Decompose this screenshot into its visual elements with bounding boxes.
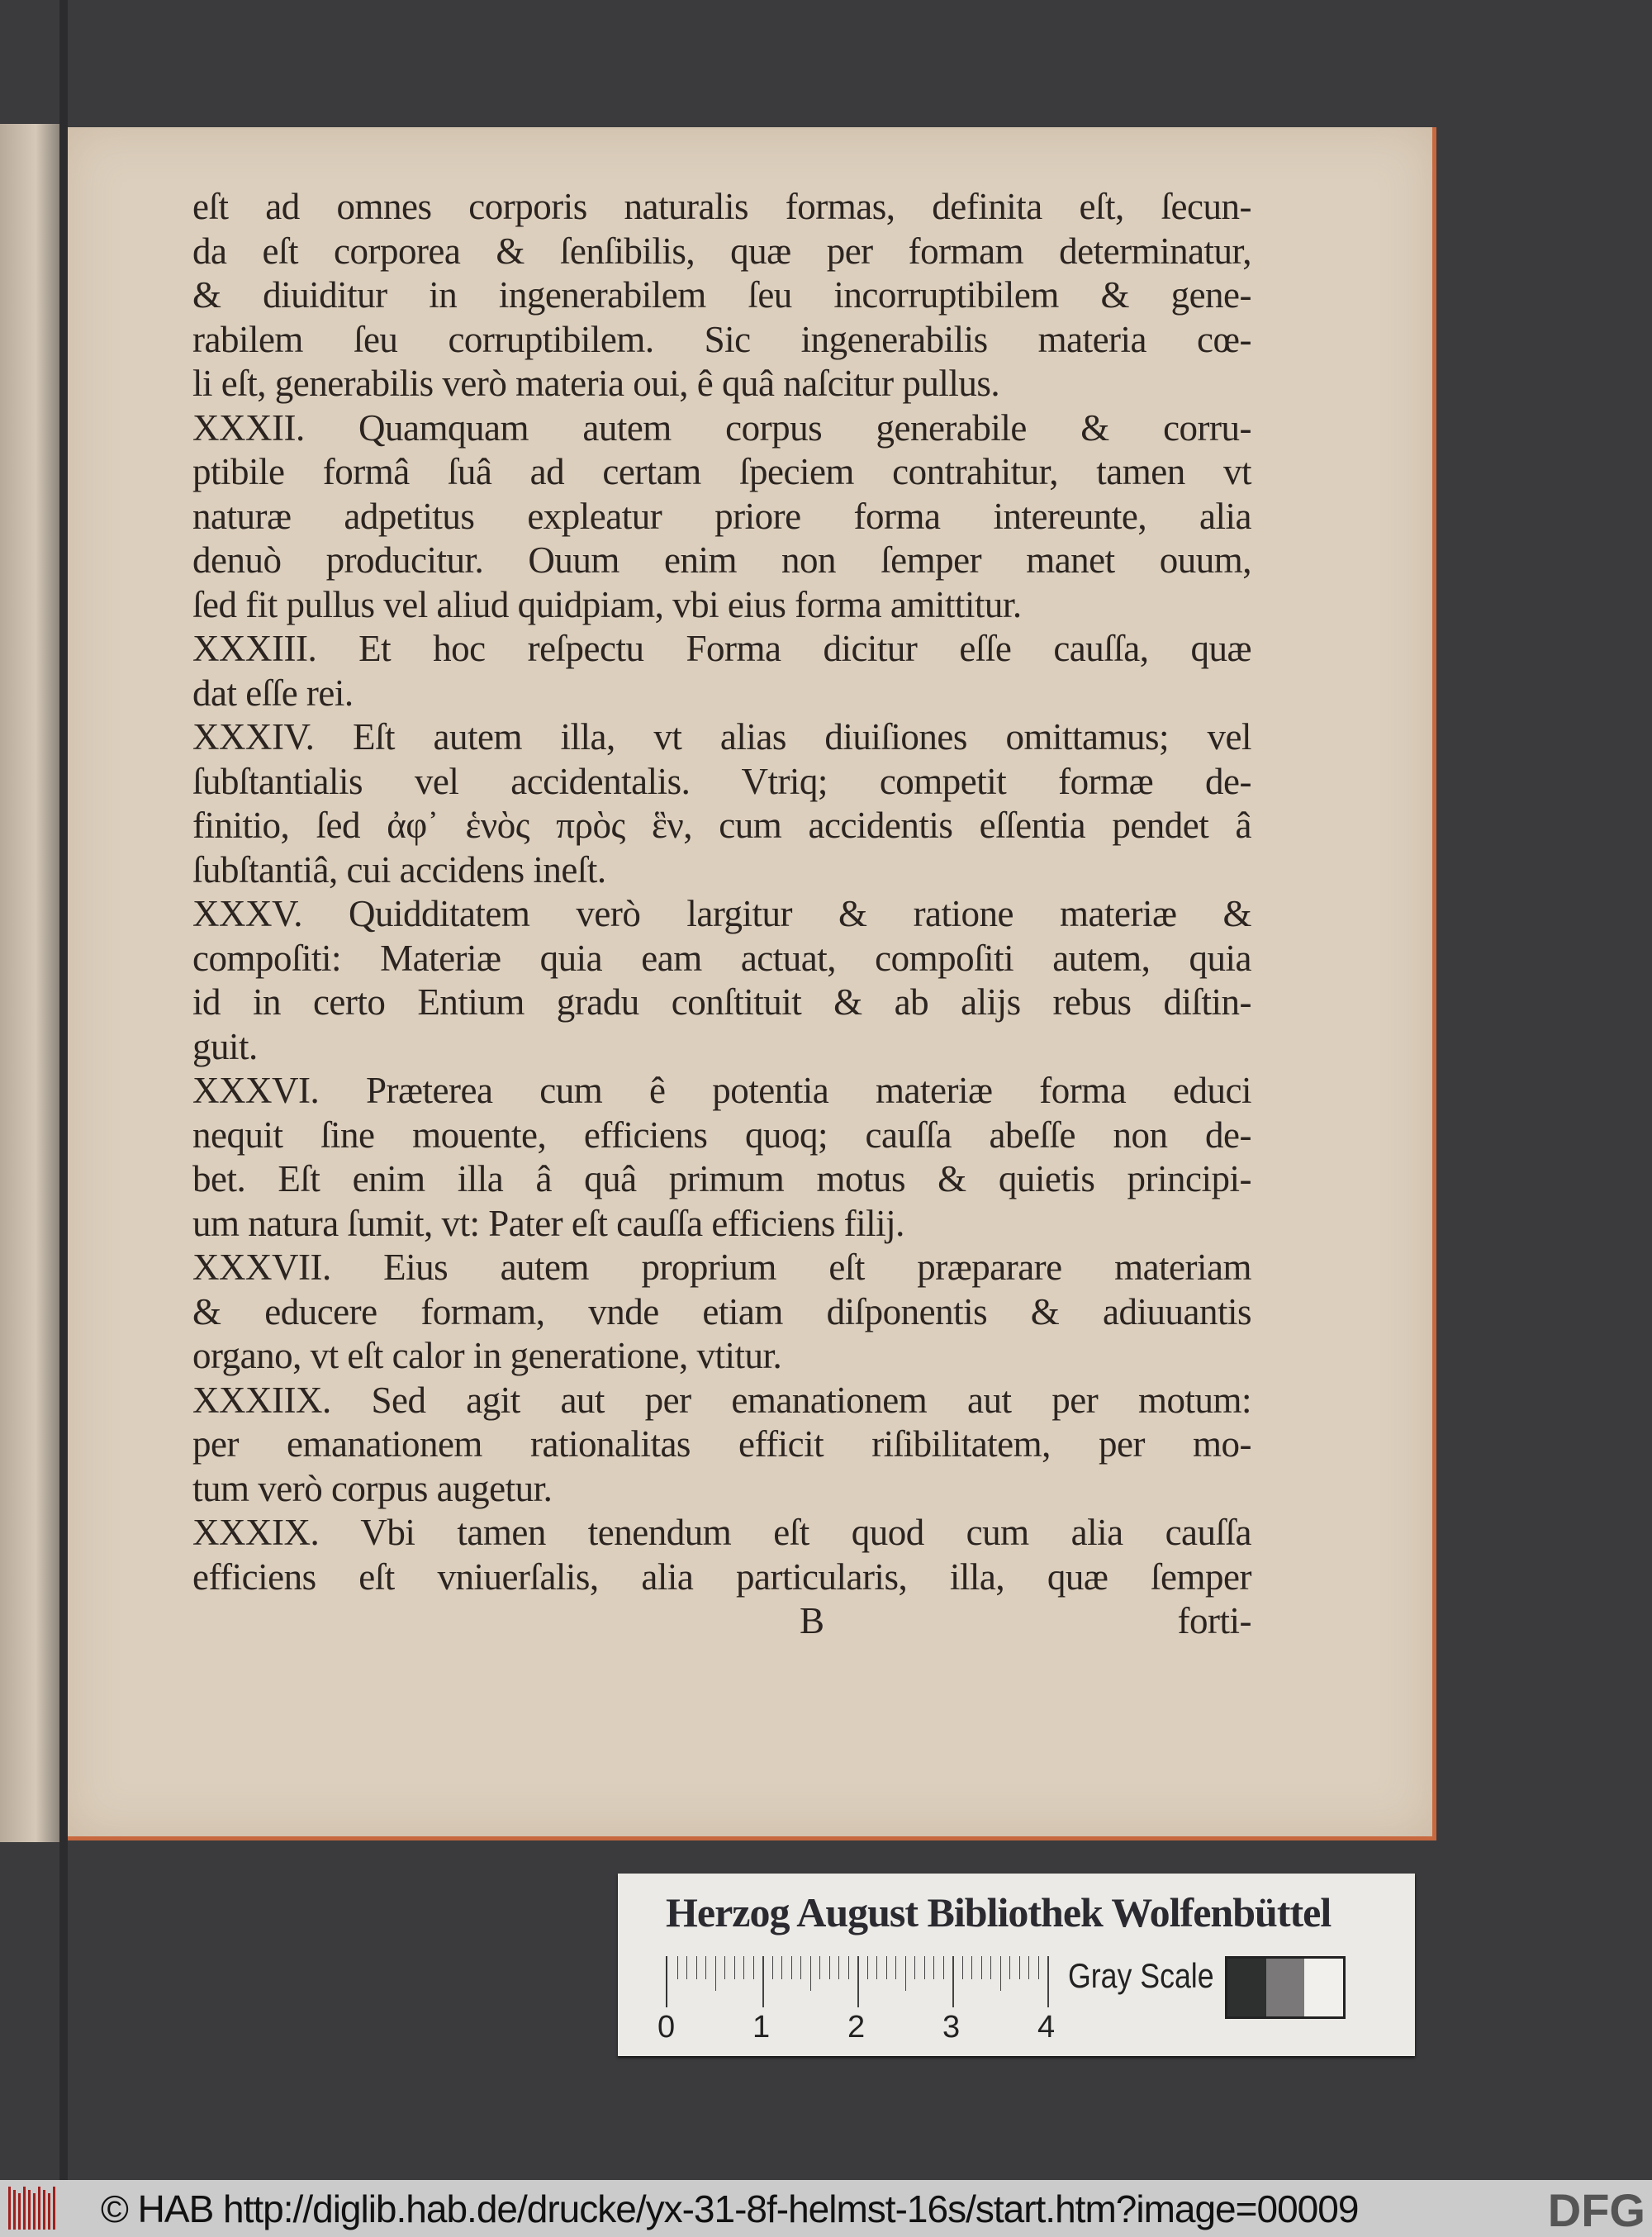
ruler-tick [705,1956,706,1979]
ruler-tick [952,1956,954,2007]
ruler-tick [743,1956,744,1979]
text-line: guit. [192,1025,258,1067]
text-line: da eſt corporea & ſenſibilis, quæ per formam determinatur, [192,230,1251,272]
book-page [68,127,1436,1840]
ruler-tick [943,1956,944,1979]
ruler-tick [905,1956,906,1991]
text-line: per emanationem rationalitas efficit riſibilitatem, per mo- [192,1423,1251,1465]
text-line: naturæ adpetitus expleatur priore forma intereunte, alia [192,495,1251,537]
ruler-tick [981,1956,982,1979]
ruler-tick [886,1956,887,1979]
text-line: & diuiditur in ingenerabilem ſeu incorruptibilem & gene- [192,274,1251,316]
ruler-tick [677,1956,678,1979]
ruler-tick [781,1956,782,1979]
ruler-tick [1028,1956,1029,1979]
catchword: forti- [1177,1600,1251,1641]
ruler-tick [1009,1956,1010,1979]
gutter-shadow [59,0,68,2181]
ruler-tick [857,1956,859,2007]
text-line: finitio, ſed ἀφ᾽ ἑνὸς πρὸς ἓν, cum accidentis eſſentia pendet â [192,805,1251,846]
ruler-tick [715,1956,716,1991]
ruler-tick [962,1956,963,1979]
left-page-edge [0,124,59,1842]
text-line: id in certo Entium gradu conſtituit & ab alijs rebus diſtin- [192,981,1251,1023]
ruler-number: 0 [657,2010,676,2045]
gray-swatch [1227,1959,1266,2016]
ruler-number: 4 [1037,2010,1056,2045]
ruler-number: 2 [847,2010,866,2045]
card-title: Herzog August Bibliothek Wolfenbüttel [666,1889,1332,1935]
text-line: XXXII. Quamquam autem corpus generabile & corru- [192,406,1251,449]
ruler-tick [1000,1956,1001,1991]
ruler-tick [838,1956,839,1979]
text-line: ſed fit pullus vel aliud quidpiam, vbi eius forma amittitur. [192,583,1022,625]
ruler-tick [734,1956,735,1979]
ruler-tick [876,1956,877,1979]
text-line: organo, vt eſt calor in generatione, vtitur. [192,1335,782,1376]
ruler-scale [666,1956,1047,2007]
text-line: bet. Eſt enim illa â quâ primum motus & quietis principi- [192,1158,1251,1199]
ruler-tick [829,1956,830,1979]
text-line: XXXVII. Eius autem proprium eſt præparare materiam [192,1247,1251,1288]
ruler-tick [924,1956,925,1979]
text-line: nequit ſine mouente, efficiens quoq; cauſſa abeſſe non de- [192,1114,1251,1156]
ruler-tick [724,1956,725,1979]
text-line: tum verò corpus augetur. [192,1467,553,1509]
ruler-tick [762,1956,764,2007]
gray-scale-label: Gray Scale [1068,1956,1214,1995]
ruler-tick [848,1956,849,1979]
text-line: li eſt, generabilis verò materia oui, ê quâ naſcitur pullus. [192,363,1000,404]
library-color-card [618,1874,1415,2056]
ruler-tick [819,1956,820,1979]
ruler-tick [810,1956,811,1991]
gray-scale-swatches [1225,1956,1346,2019]
text-line: & educere formam, vnde etiam diſponentis & adiuuantis [192,1290,1251,1332]
text-line: ſubſtantialis vel accidentalis. Vtriq; competit formæ de- [192,760,1251,802]
text-line: dat eſſe rei. [192,672,354,714]
text-line: denuò producitur. Ouum enim non ſemper manet ouum, [192,539,1251,581]
text-line: ſubſtantiâ, cui accidens ineſt. [192,848,606,891]
signature-mark: B [800,1600,824,1641]
footer-bar [0,2180,1652,2237]
signature-line [192,1599,1251,1644]
ruler-tick [867,1956,868,1979]
text-line: um natura ſumit, vt: Pater eſt cauſſa efficiens filij. [192,1202,904,1244]
ruler-tick [895,1956,896,1979]
ruler-tick [772,1956,773,1979]
ruler-tick [914,1956,915,1979]
ruler-tick [971,1956,972,1979]
ruler-tick [933,1956,934,1979]
ruler-tick [696,1956,697,1979]
ruler-number: 1 [752,2010,771,2045]
text-line: XXXIIX. Sed agit aut per emanationem aut per motum: [192,1379,1251,1421]
gray-swatch [1304,1959,1343,2016]
ruler-tick [1038,1956,1039,1979]
text-line: XXXIV. Eſt autem illa, vt alias diuiſiones omittamus; vel [192,716,1251,758]
ruler-tick [1019,1956,1020,1979]
ruler-tick [1047,1956,1049,2007]
text-line: XXXVI. Præterea cum ê potentia materiæ forma educi [192,1070,1251,1111]
dfg-logo: DFG [1547,2184,1645,2236]
ruler-number: 3 [942,2010,961,2045]
footer-copyright-url[interactable]: © HAB http://diglib.hab.de/drucke/yx-31-8f-helmst-16s/start.htm?image=00009 [101,2187,1359,2230]
text-line: compoſiti: Materiæ quia eam actuat, compoſiti autem, quia [192,937,1251,979]
text-line: XXXIII. Et hoc reſpectu Forma dicitur eſſe cauſſa, quæ [192,628,1251,669]
ruler-tick [686,1956,687,1979]
gray-swatch [1266,1959,1305,2016]
text-line: XXXV. Quidditatem verò largitur & ratione materiæ & [192,893,1251,934]
text-line: eſt ad omnes corporis naturalis formas, definita eſt, ſecun- [192,186,1251,227]
text-line: XXXIX. Vbi tamen tenendum eſt quod cum alia cauſſa [192,1512,1251,1553]
ruler-tick [791,1956,792,1979]
text-line: ptibile formâ ſuâ ad certam ſpeciem contrahitur, tamen vt [192,451,1251,492]
ruler-tick [990,1956,991,1979]
ruler-tick [800,1956,801,1979]
ruler-tick [753,1956,754,1979]
text-line: efficiens eſt vniuerſalis, alia particularis, illa, quæ ſemper [192,1555,1251,1598]
text-line: rabilem ſeu corruptibilem. Sic ingenerabilis materia cœ- [192,318,1251,360]
page-text [192,185,1251,1644]
hab-logo-icon [8,2187,58,2230]
